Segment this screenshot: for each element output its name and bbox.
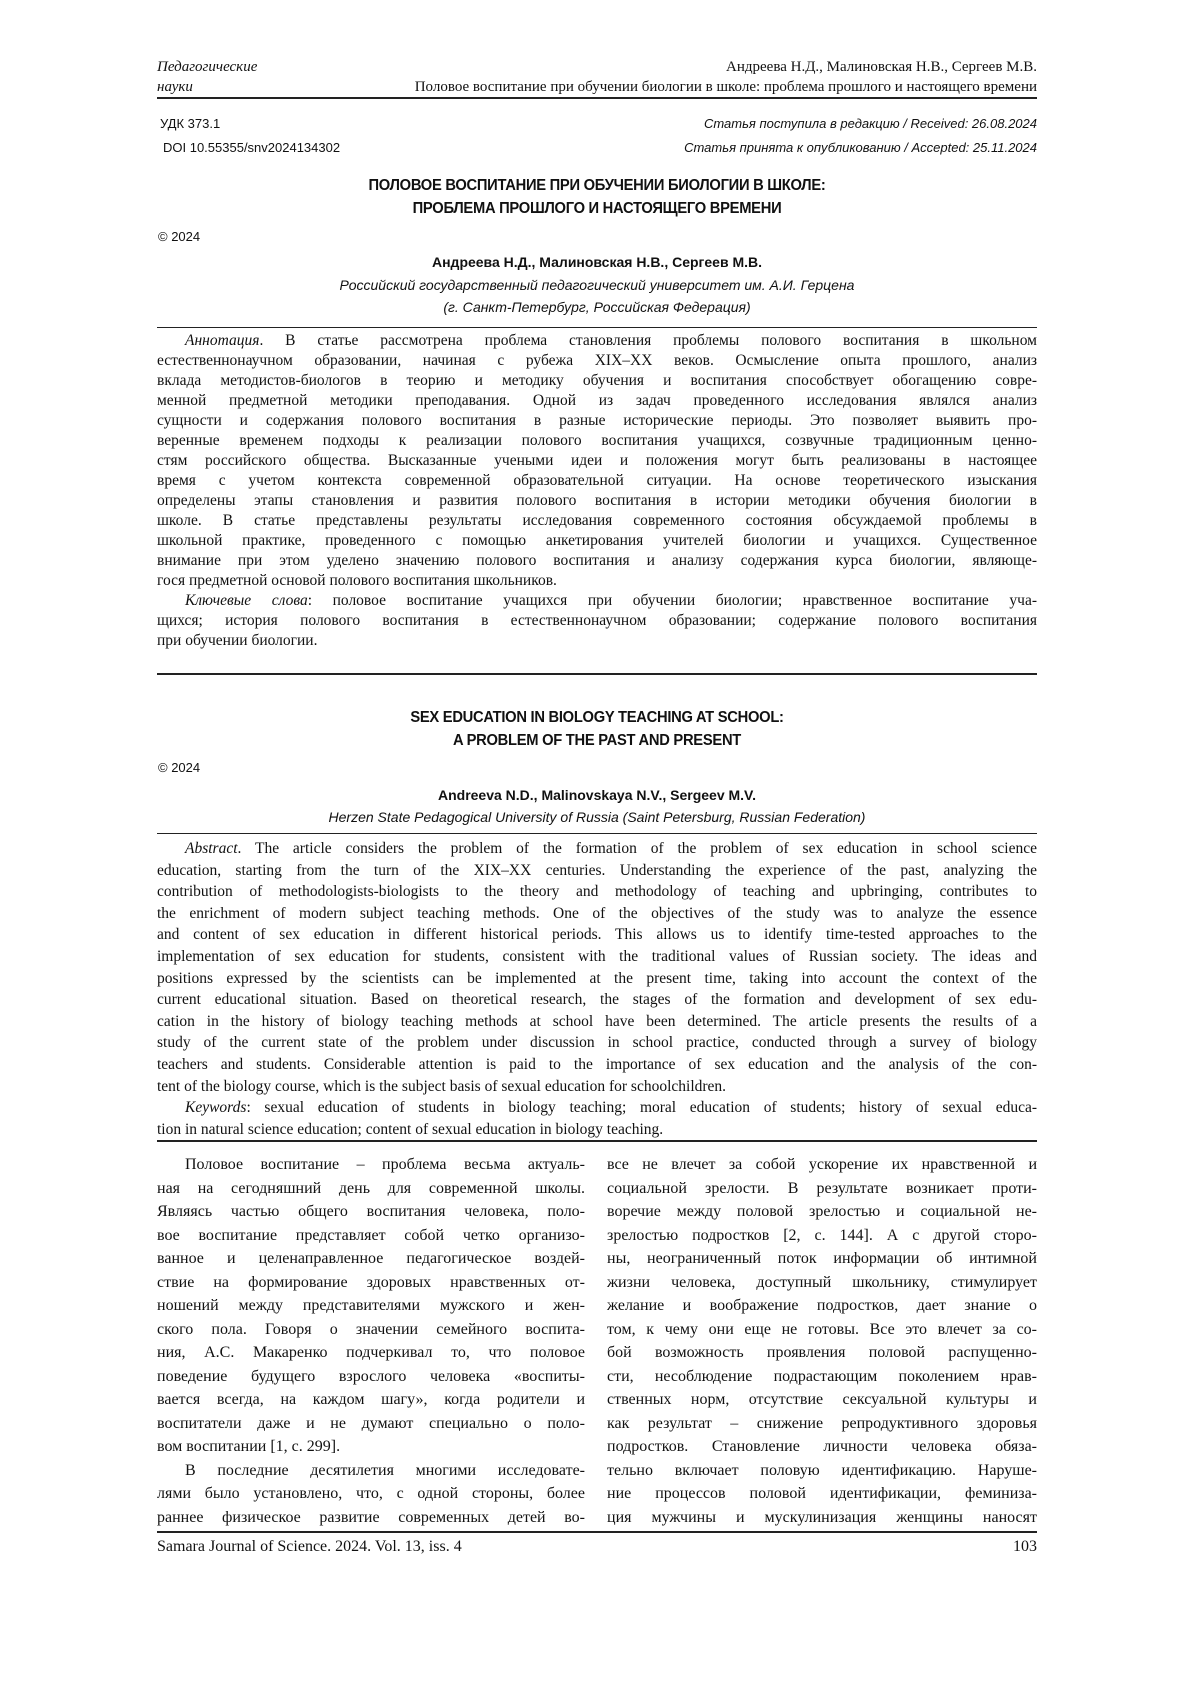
- line-text: раннее физическое развитие современных детей во-: [157, 1509, 585, 1526]
- text-line: [157, 1318, 585, 1342]
- text-line: [607, 1365, 1037, 1389]
- ru-copyright: © 2024: [158, 229, 200, 244]
- text-line: [157, 1076, 1037, 1098]
- text-line: [157, 351, 1037, 371]
- text-line: [157, 946, 1037, 968]
- text-line: [157, 903, 1037, 925]
- line-text: вается всегда, на каждом шагу», когда родители и: [157, 1391, 585, 1408]
- text-line: [157, 1271, 585, 1295]
- ru-title-line2: ПРОБЛЕМА ПРОШЛОГО И НАСТОЯЩЕГО ВРЕМЕНИ: [192, 197, 1002, 220]
- line-text: ственных норм, отсутствие сексуальной культуры и: [607, 1391, 1037, 1408]
- paragraph: [157, 591, 1037, 651]
- en-authors: Andreeva N.D., Malinovskaya N.V., Sergeev M.V.: [157, 787, 1037, 803]
- line-text: школе. В статье представлены результаты исследования современного состояния обсуждаемой проблемы в: [157, 512, 1037, 529]
- text-line: [157, 1412, 585, 1436]
- line-text: : половое воспитание учащихся при обучении биологии; нравственное воспитание уча-: [308, 592, 1037, 609]
- ru-affiliation-line1: Российский государственный педагогический университет им. А.И. Герцена: [157, 277, 1037, 293]
- text-line: [157, 411, 1037, 431]
- line-text: ная на сегодняшний день для современной школы.: [157, 1180, 585, 1197]
- line-text: study of the current state of the problem under discussion in school practice, conducted through a survey of biology: [157, 1034, 1037, 1051]
- line-text: менной предметной методики преподавания. Одной из задач проведенного исследования являлся анализ: [157, 392, 1037, 409]
- text-line: [157, 1506, 585, 1530]
- text-line: [607, 1341, 1037, 1365]
- text-line: [157, 611, 1037, 631]
- ru-affiliation-line2: (г. Санкт-Петербург, Российская Федерация): [157, 299, 1037, 315]
- paragraph-label: Keywords: [185, 1099, 246, 1116]
- text-line: [607, 1318, 1037, 1342]
- text-line: [607, 1200, 1037, 1224]
- line-text: бой возможность проявления половой распущенно-: [607, 1344, 1037, 1361]
- line-text: Являясь частью общего воспитания человека, поло-: [157, 1203, 585, 1220]
- text-line: [157, 531, 1037, 551]
- line-text: education, starting from the turn of the XIX–XX centuries. Understanding the experience of the past, analyzing the: [157, 862, 1037, 879]
- text-line: [157, 431, 1037, 451]
- line-text: : sexual education of students in biology teaching; moral education of students; history of sexual educa-: [246, 1099, 1037, 1116]
- header-section-line2: науки: [157, 78, 193, 97]
- text-line: [607, 1506, 1037, 1530]
- line-text: естественнонаучном образовании, начиная с рубежа XIX–XX веков. Осмысление опыта прошлого, анализ: [157, 352, 1037, 369]
- text-line: [157, 331, 1037, 351]
- header-rule: [157, 97, 1037, 99]
- text-line: [157, 1224, 585, 1248]
- line-text: подростков. Становление личности человека обяза-: [607, 1438, 1037, 1455]
- text-line: [607, 1294, 1037, 1318]
- text-line: [157, 838, 1037, 860]
- text-line: [157, 1054, 1037, 1076]
- text-line: [157, 571, 1037, 591]
- line-text: желание и воображение подростков, дает знание о: [607, 1297, 1037, 1314]
- ru-annotation-bottom-rule: [157, 673, 1037, 675]
- line-text: ны, неограниченный поток информации об интимной: [607, 1250, 1037, 1267]
- text-line: [157, 1097, 1037, 1119]
- en-title-line1: SEX EDUCATION IN BIOLOGY TEACHING AT SCHOOL:: [192, 706, 1002, 729]
- en-copyright: © 2024: [158, 760, 200, 775]
- text-line: [607, 1224, 1037, 1248]
- line-text: positions expressed by the scientists can be implemented at the present time, taking into account the context of the: [157, 970, 1037, 987]
- text-line: [157, 1153, 585, 1177]
- text-line: [607, 1388, 1037, 1412]
- text-line: [157, 371, 1037, 391]
- paragraph: [157, 838, 1037, 1097]
- line-text: вом воспитании [1, с. 299].: [157, 1438, 340, 1455]
- line-text: вое воспитание представляет собой четко организо-: [157, 1227, 585, 1244]
- line-text: ствие на формирование здоровых нравственных от-: [157, 1274, 585, 1291]
- line-text: как результат – снижение репродуктивного здоровья: [607, 1415, 1037, 1432]
- paragraph-label: Abstract: [185, 840, 238, 857]
- text-line: [157, 551, 1037, 571]
- text-line: [157, 881, 1037, 903]
- line-text: поведение будущего взрослого человека «воспиты-: [157, 1368, 585, 1385]
- line-text: and content of sex education in different historical periods. This allows us to identify time-tested approaches to the: [157, 926, 1037, 943]
- ru-annotation: [157, 331, 1037, 651]
- en-abstract-top-rule: [157, 833, 1037, 834]
- line-text: ния, А.С. Макаренко подчеркивал то, что половое: [157, 1344, 585, 1361]
- text-line: [157, 1200, 585, 1224]
- header-authors: Андреева Н.Д., Малиновская Н.В., Сергеев М.В.: [726, 58, 1037, 77]
- paragraph-label: Аннотация: [185, 332, 259, 349]
- header-running-title: Половое воспитание при обучении биологии в школе: проблема прошлого и настоящего времени: [415, 78, 1037, 97]
- line-text: воречие между половой зрелостью и социальной не-: [607, 1203, 1037, 1220]
- text-line: [157, 1341, 585, 1365]
- line-text: . В статье рассмотрена проблема становления проблемы полового воспитания в школьном: [259, 332, 1037, 349]
- text-line: [607, 1271, 1037, 1295]
- received-date: Статья поступила в редакцию / Received: 26.08.2024: [704, 116, 1037, 131]
- en-title-line2: A PROBLEM OF THE PAST AND PRESENT: [192, 729, 1002, 752]
- text-line: [157, 924, 1037, 946]
- en-affiliation: Herzen State Pedagogical University of Russia (Saint Petersburg, Russian Federation): [157, 809, 1037, 825]
- doi: DOI 10.55355/snv2024134302: [163, 140, 340, 155]
- line-text: тельно включает половую идентификацию. Наруше-: [607, 1462, 1037, 1479]
- line-text: current educational situation. Based on theoretical research, the stages of the formation and development of sex edu-: [157, 991, 1037, 1008]
- text-line: [157, 1459, 585, 1483]
- line-text: при обучении биологии.: [157, 632, 317, 649]
- line-text: ция мужчины и мускулинизация женщины наносят: [607, 1509, 1037, 1526]
- line-text: сти, несоблюдение подрастающим поколением нрав-: [607, 1368, 1037, 1385]
- line-text: внимание при этом уделено значению полового воспитания и анализу содержания курса биологии, являюще-: [157, 552, 1037, 569]
- line-text: teachers and students. Considerable attention is paid to the importance of sex education and the analysis of the con-: [157, 1056, 1037, 1073]
- text-line: [157, 451, 1037, 471]
- text-line: [157, 1365, 585, 1389]
- paragraph: [607, 1153, 1037, 1529]
- line-text: воспитатели даже и не думают специально о поло-: [157, 1415, 585, 1432]
- line-text: стям российского общества. Высказанные учеными идеи и положения могут быть реализованы в настоящее: [157, 452, 1037, 469]
- text-line: [157, 391, 1037, 411]
- line-text: the enrichment of modern subject teaching methods. One of the objectives of the study was to analyze the essence: [157, 905, 1037, 922]
- text-line: [157, 511, 1037, 531]
- text-line: [157, 860, 1037, 882]
- text-line: [157, 491, 1037, 511]
- line-text: . The article considers the problem of the formation of the problem of sex education in school science: [238, 840, 1037, 857]
- text-line: [157, 989, 1037, 1011]
- line-text: веренные временем подходы к реализации полового воспитания учащихся, созвучные традиционным ценно-: [157, 432, 1037, 449]
- footer-journal: Samara Journal of Science. 2024. Vol. 13, iss. 4: [157, 1538, 462, 1556]
- text-line: [157, 1032, 1037, 1054]
- text-line: [607, 1459, 1037, 1483]
- line-text: ванное и целенаправленное педагогическое воздей-: [157, 1250, 585, 1267]
- paragraph: [157, 1459, 585, 1530]
- line-text: лями было установлено, что, с одной стороны, более: [157, 1485, 585, 1502]
- text-line: [157, 1294, 585, 1318]
- line-text: социальной зрелости. В результате возникает проти-: [607, 1180, 1037, 1197]
- line-text: том, к чему они еще не готовы. Все это влечет за со-: [607, 1321, 1037, 1338]
- ru-title-line1: ПОЛОВОЕ ВОСПИТАНИЕ ПРИ ОБУЧЕНИИ БИОЛОГИИ В ШКОЛЕ:: [192, 174, 1002, 197]
- line-text: определены этапы становления и развития полового воспитания в истории методики обучения биологии в: [157, 492, 1037, 509]
- text-line: [157, 1435, 585, 1459]
- text-line: [607, 1412, 1037, 1436]
- paragraph: [157, 1153, 585, 1459]
- line-text: ние процессов половой идентификации, феминиза-: [607, 1485, 1037, 1502]
- line-text: вклада методистов-биологов в теорию и методику обучения и воспитания способствует обогащению совре-: [157, 372, 1037, 389]
- page-number: 103: [1013, 1538, 1037, 1556]
- line-text: сущности и содержания полового воспитания в разные исторические периоды. Это позволяет выявить про-: [157, 412, 1037, 429]
- line-text: tent of the biology course, which is the subject basis of sexual education for schoolchildren.: [157, 1078, 726, 1095]
- line-text: гося предметной основой полового воспитания школьников.: [157, 572, 557, 589]
- text-line: [157, 1119, 1037, 1141]
- line-text: В последние десятилетия многими исследовате-: [185, 1462, 585, 1479]
- ru-authors: Андреева Н.Д., Малиновская Н.В., Сергеев М.В.: [157, 254, 1037, 270]
- body-column-left: [157, 1153, 585, 1529]
- text-line: [607, 1435, 1037, 1459]
- body-column-right: [607, 1153, 1037, 1529]
- paragraph: [157, 1097, 1037, 1140]
- text-line: [157, 968, 1037, 990]
- line-text: все не влечет за собой ускорение их нравственной и: [607, 1156, 1037, 1173]
- udc: УДК 373.1: [160, 116, 220, 131]
- ru-annotation-top-rule: [157, 327, 1037, 328]
- text-line: [157, 1388, 585, 1412]
- line-text: implementation of sex education for students, consistent with the traditional values of Russian society. The ideas and: [157, 948, 1037, 965]
- line-text: Половое воспитание – проблема весьма актуаль-: [185, 1156, 585, 1173]
- en-abstract: [157, 838, 1037, 1140]
- text-line: [607, 1177, 1037, 1201]
- en-abstract-bottom-rule: [157, 1140, 1037, 1142]
- line-text: ношений между представителями мужского и жен-: [157, 1297, 585, 1314]
- line-text: cation in the history of biology teaching methods at school have been determined. The article presents the results of a: [157, 1013, 1037, 1030]
- line-text: tion in natural science education; content of sexual education in biology teaching.: [157, 1121, 663, 1138]
- text-line: [157, 1247, 585, 1271]
- line-text: жизни человека, доступный школьнику, стимулирует: [607, 1274, 1037, 1291]
- text-line: [157, 591, 1037, 611]
- line-text: зрелостью подростков [2, с. 144]. А с другой сторо-: [607, 1227, 1037, 1244]
- text-line: [157, 1011, 1037, 1033]
- paragraph: [157, 331, 1037, 591]
- text-line: [157, 1177, 585, 1201]
- footer-rule: [157, 1531, 1037, 1533]
- line-text: contribution of methodologists-biologists to the theory and methodology of teaching and upbringing, contributes to: [157, 883, 1037, 900]
- text-line: [157, 631, 1037, 651]
- paragraph-label: Ключевые слова: [185, 592, 308, 609]
- text-line: [157, 471, 1037, 491]
- line-text: школьной практике, проведенного с помощью анкетирования учителей биологии и учащихся. Существенное: [157, 532, 1037, 549]
- header-section-line1: Педагогические: [157, 58, 257, 77]
- text-line: [157, 1482, 585, 1506]
- text-line: [607, 1153, 1037, 1177]
- text-line: [607, 1247, 1037, 1271]
- line-text: ского пола. Говоря о значении семейного воспита-: [157, 1321, 585, 1338]
- accepted-date: Статья принята к опубликованию / Accepted: 25.11.2024: [684, 140, 1037, 155]
- line-text: щихся; история полового воспитания в естественнонаучном образовании; содержание полового воспитания: [157, 612, 1037, 629]
- text-line: [607, 1482, 1037, 1506]
- line-text: время с учетом контекста современной образовательной ситуации. На основе теоретического изыскания: [157, 472, 1037, 489]
